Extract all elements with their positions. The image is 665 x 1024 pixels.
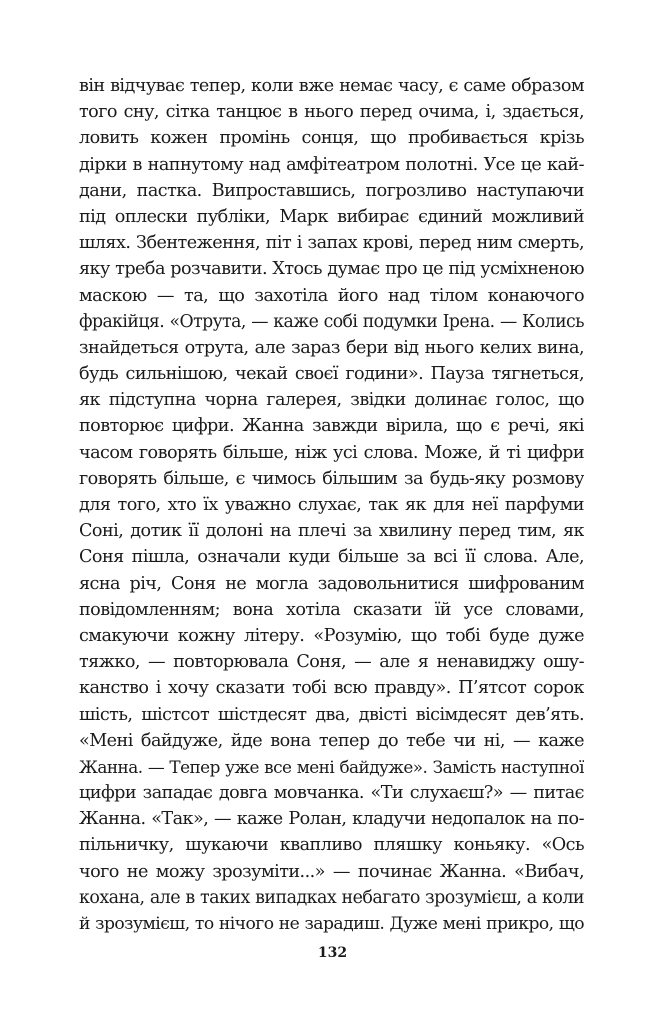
text-line: знайдеться отрута, але зараз бери від нього келих вина, bbox=[79, 337, 584, 358]
text-line: як підступна чорна галерея, звідки долинає голос, що bbox=[79, 390, 584, 411]
text-line: маскою — та, що захотіла його над тілом конаючого bbox=[79, 285, 584, 306]
text-line: ловить кожен промінь сонця, що пробивається крізь bbox=[79, 128, 584, 149]
text-line: повторює цифри. Жанна завжди вірила, що є речі, які bbox=[79, 416, 584, 437]
text-line: часом говорять більше, ніж усі слова. Може, й ті цифри bbox=[79, 442, 584, 463]
text-line: чого не можу зрозуміти...» — починає Жанна. «Вибач, bbox=[79, 861, 584, 882]
text-line: він відчуває тепер, коли вже немає часу, є саме образом bbox=[79, 76, 584, 96]
text-line: дірки в напнутому над амфітеатром полотні. Усе це кай- bbox=[79, 154, 584, 175]
text-line: будь сильнішою, чекай своєї години». Пауза тягнеться, bbox=[79, 364, 584, 385]
text-line: цифри западає довга мовчанка. «Ти слухаєш?» — питає bbox=[79, 783, 584, 804]
text-line: шлях. Збентеження, піт і запах крові, перед ним смерть, bbox=[79, 233, 584, 254]
text-line: Жанна. «Так», — каже Ролан, кладучи недопалок на по- bbox=[79, 809, 584, 830]
text-line: пільничку, шукаючи квапливо пляшку коньяку. «Ось bbox=[79, 835, 584, 856]
text-line: канство і хочу сказати тобі всю правду». П’ятсот сорок bbox=[79, 678, 584, 699]
text-line: шість, шістсот шістдесят два, двісті вісімдесят дев’ять. bbox=[79, 704, 584, 725]
text-line: дани, пастка. Випроставшись, погрозливо наступаючи bbox=[79, 180, 584, 201]
text-line: яку треба розчавити. Хтось думає про це під усміхненою bbox=[79, 259, 584, 280]
text-line: Соня пішла, означали куди більше за всі її слова. Але, bbox=[79, 547, 584, 568]
text-line: говорять більше, є чимось більшим за будь-яку розмову bbox=[79, 468, 584, 489]
page-number: 132 bbox=[317, 945, 348, 961]
text-line: повідомленням; вона хотіла сказати їй усе словами, bbox=[79, 599, 584, 620]
text-line: й зрозумієш, то нічого не зарадиш. Дуже мені прикро, що bbox=[79, 914, 584, 934]
text-line: під оплески публіки, Марк вибирає єдиний можливий bbox=[79, 206, 584, 227]
text-line: фракійця. «Отрута, — каже собі подумки Ірена. — Колись bbox=[79, 311, 584, 332]
text-line: смакуючи кожну літеру. «Розумію, що тобі буде дуже bbox=[79, 625, 584, 646]
text-line: кохана, але в таких випадках небагато зрозумієш, а коли bbox=[79, 887, 584, 908]
text-line: для того, хто їх уважно слухає, так як для неї парфуми bbox=[79, 495, 584, 515]
body-text bbox=[79, 73, 584, 937]
text-line: тяжко, — повторювала Соня, — але я ненавиджу ошу- bbox=[79, 652, 584, 673]
text-line: Жанна. — Тепер уже все мені байдуже». Замість наступної bbox=[79, 756, 584, 777]
text-line: «Мені байдуже, йде вона тепер до тебе чи ні, — каже bbox=[79, 730, 584, 751]
text-line: Соні, дотик її долоні на плечі за хвилину перед тим, як bbox=[79, 521, 584, 542]
text-line: ясна річ, Соня не могла задовольнитися шифрованим bbox=[79, 573, 584, 594]
text-line: того сну, сітка танцює в нього перед очима, і, здається, bbox=[79, 102, 584, 123]
